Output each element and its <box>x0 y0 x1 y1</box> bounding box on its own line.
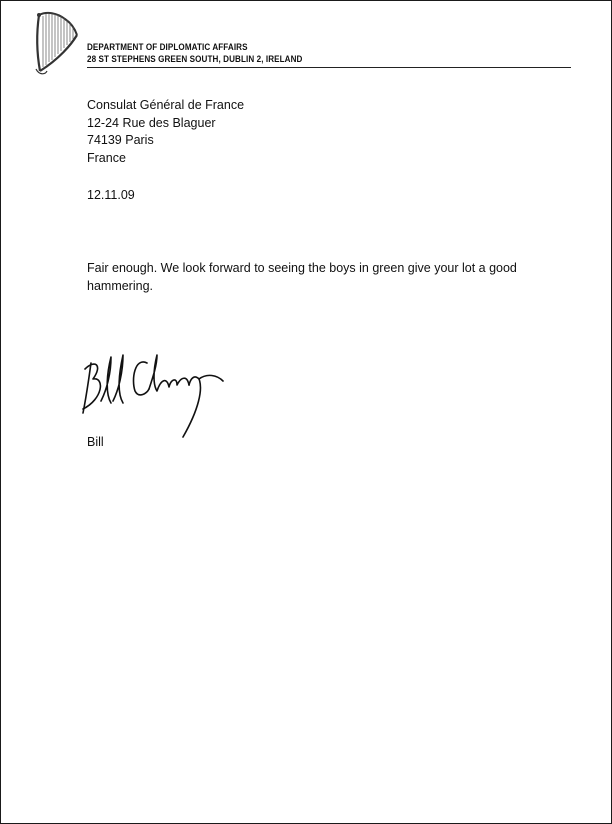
recipient-address <box>87 97 244 167</box>
recipient-name: Consulat Général de France <box>87 98 245 112</box>
signoff-name: Bill <box>87 435 104 449</box>
letterhead <box>87 41 302 65</box>
harp-icon <box>31 9 81 77</box>
letterhead-address: 28 ST STEPHENS GREEN SOUTH, DUBLIN 2, IRELAND <box>87 54 303 64</box>
recipient-street: 12-24 Rue des Blaguer <box>87 115 216 130</box>
letter-date: 12.11.09 <box>87 188 135 202</box>
handwritten-signature <box>77 349 237 441</box>
letterhead-rule <box>87 67 571 68</box>
letter-body-line: Fair enough. We look forward to seeing the boys in green give your lot a good <box>87 261 517 275</box>
letter-body-line: hammering. <box>87 278 153 293</box>
letterhead-department: DEPARTMENT OF DIPLOMATIC AFFAIRS <box>87 42 248 52</box>
recipient-city: 74139 Paris <box>87 133 154 147</box>
recipient-country: France <box>87 150 126 165</box>
letter-body <box>87 260 547 295</box>
